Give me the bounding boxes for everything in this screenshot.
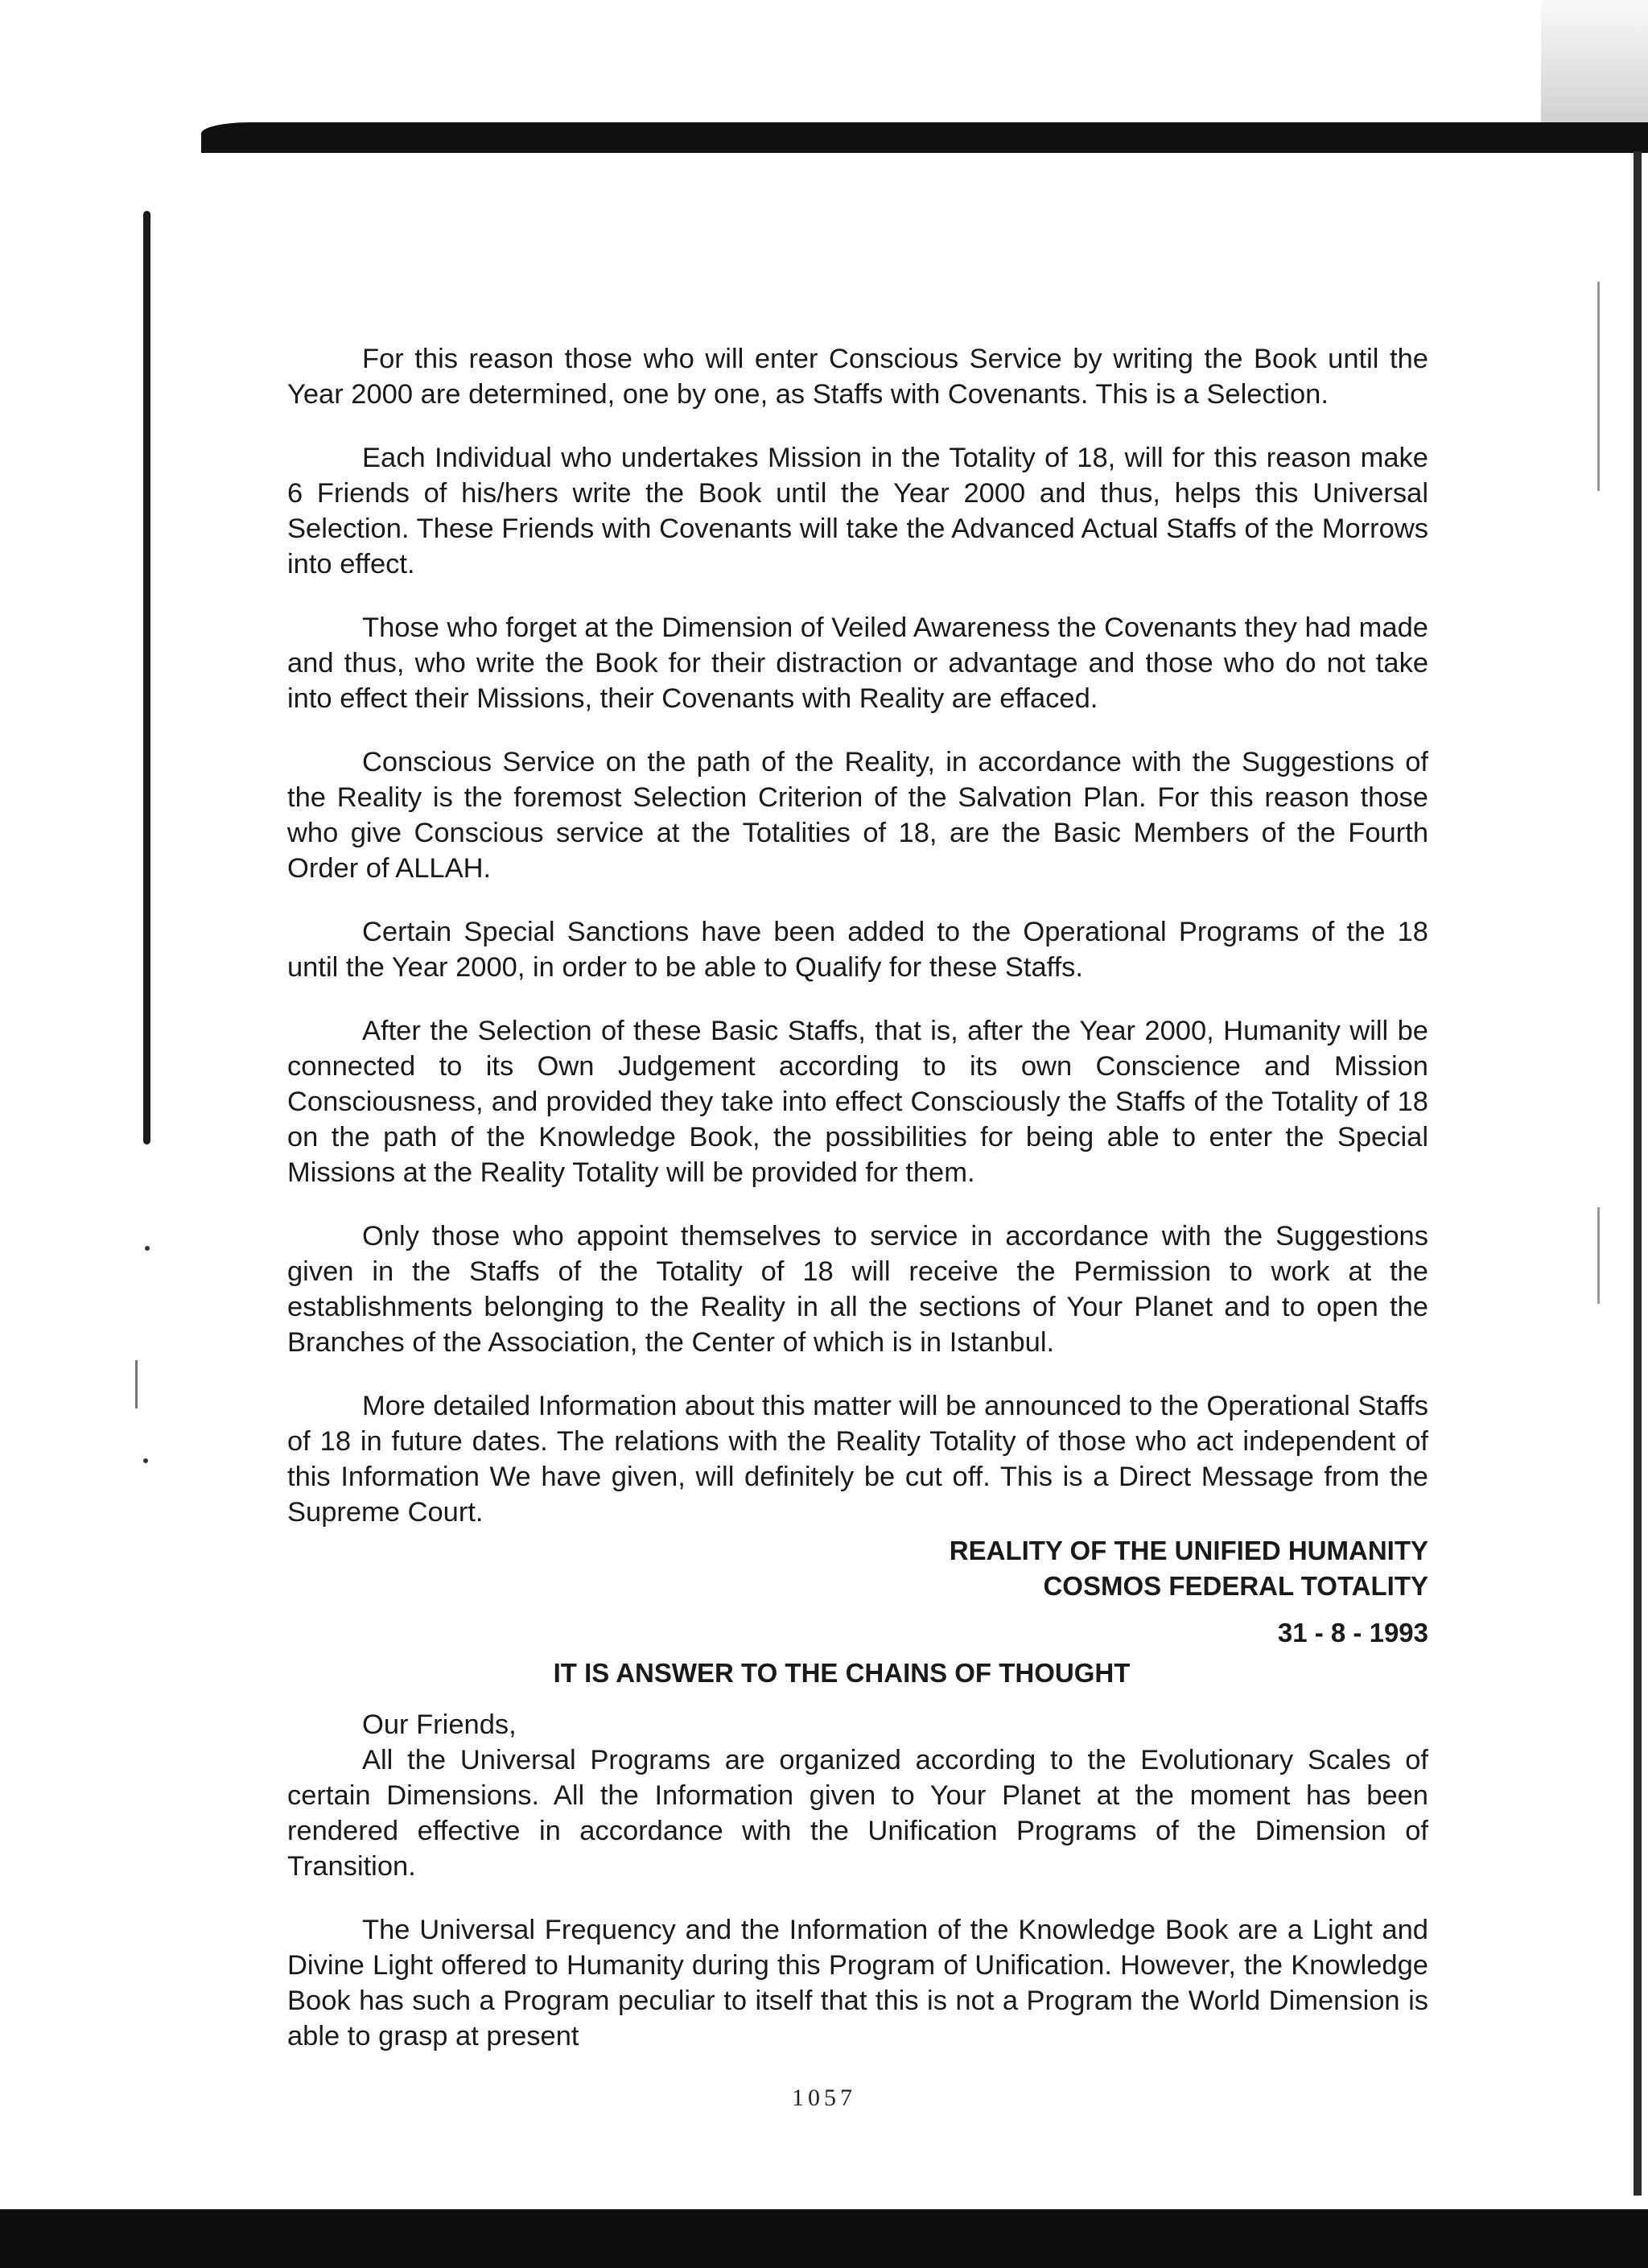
document-body xyxy=(287,341,1428,2082)
scan-mark xyxy=(1597,1207,1600,1304)
binding-edge-mark xyxy=(143,211,150,1144)
scan-right-border xyxy=(1634,151,1642,2196)
paragraph: The Universal Frequency and the Information of the Knowledge Book are a Light and Divine Light offered to Humanity during this Program of Unification. However, the Knowledge Book has such a Program peculiar to itself that this is not a Program the World Dimension is able to grasp at present xyxy=(287,1915,1428,2052)
section-heading: IT IS ANSWER TO THE CHAINS OF THOUGHT xyxy=(553,1658,1131,1688)
salutation: Our Friends, xyxy=(362,1709,517,1740)
paragraph: Only those who appoint themselves to service in accordance with the Suggestions given in the Staffs of the Totality of 18 will receive the Permission to work at the establishments belonging to the Reality in all the sections of Your Planet and to open the Branches of the Association, the Center of which is in Istanbul. xyxy=(287,1221,1428,1358)
paragraph: After the Selection of these Basic Staffs, that is, after the Year 2000, Humanity will be connected to its Own Judgement according to its own Conscience and Mission Consciousness, and provided they take into effect Consciously the Staffs of the Totality of 18 on the path of the Knowledge Book, the possibilities for being able to enter the Special Missions at the Reality Totality will be provided for them. xyxy=(287,1016,1428,1188)
scan-top-border xyxy=(201,122,1648,153)
scan-bottom-border xyxy=(0,2209,1648,2268)
paragraph: Each Individual who undertakes Mission in the Totality of 18, will for this reason make 6 Friends of his/hers write the Book until the Year 2000 and thus, helps this Universal Selection. These Friends with Covenants will take the Advanced Actual Staffs of the Morrows into effect. xyxy=(287,443,1428,579)
paragraph: For this reason those who will enter Conscious Service by writing the Book until the Year 2000 are determined, one by one, as Staffs with Covenants. This is a Selection. xyxy=(287,344,1428,410)
scan-speck xyxy=(145,1246,150,1251)
message-date: 31 - 8 - 1993 xyxy=(1277,1618,1428,1647)
paragraph: More detailed Information about this matter will be announced to the Operational Staffs of 18 in future dates. The relations with the Reality Totality of those who act independent of this Information We have given, will definitely be cut off. This is a Direct Message from the Supreme Court. xyxy=(287,1391,1428,1528)
scan-mark xyxy=(1597,282,1600,491)
paragraph: Those who forget at the Dimension of Veiled Awareness the Covenants they had made and thus, who write the Book for their distraction or advantage and those who do not take into effect their Missions, their Covenants with Reality are effaced. xyxy=(287,612,1428,714)
signature-line: REALITY OF THE UNIFIED HUMANITY xyxy=(949,1536,1428,1565)
scan-speck xyxy=(143,1458,148,1463)
scan-mark xyxy=(135,1360,138,1408)
page-number: 1057 xyxy=(792,2084,856,2111)
paragraph: Certain Special Sanctions have been added to the Operational Programs of the 18 until the Year 2000, in order to be able to Qualify for these Staffs. xyxy=(287,917,1428,983)
paragraph: Conscious Service on the path of the Reality, in accordance with the Suggestions of the Reality is the foremost Selection Criterion of the Salvation Plan. For this reason those who give Conscious service at the Totalities of 18, are the Basic Members of the Fourth Order of ALLAH. xyxy=(287,747,1428,884)
signature-line: COSMOS FEDERAL TOTALITY xyxy=(1043,1571,1428,1601)
paragraph: All the Universal Programs are organized according to the Evolutionary Scales of certain Dimensions. All the Information given to Your Planet at the moment has been rendered effective in accordance with the Unification Programs of the Dimension of Transition. xyxy=(287,1745,1428,1882)
